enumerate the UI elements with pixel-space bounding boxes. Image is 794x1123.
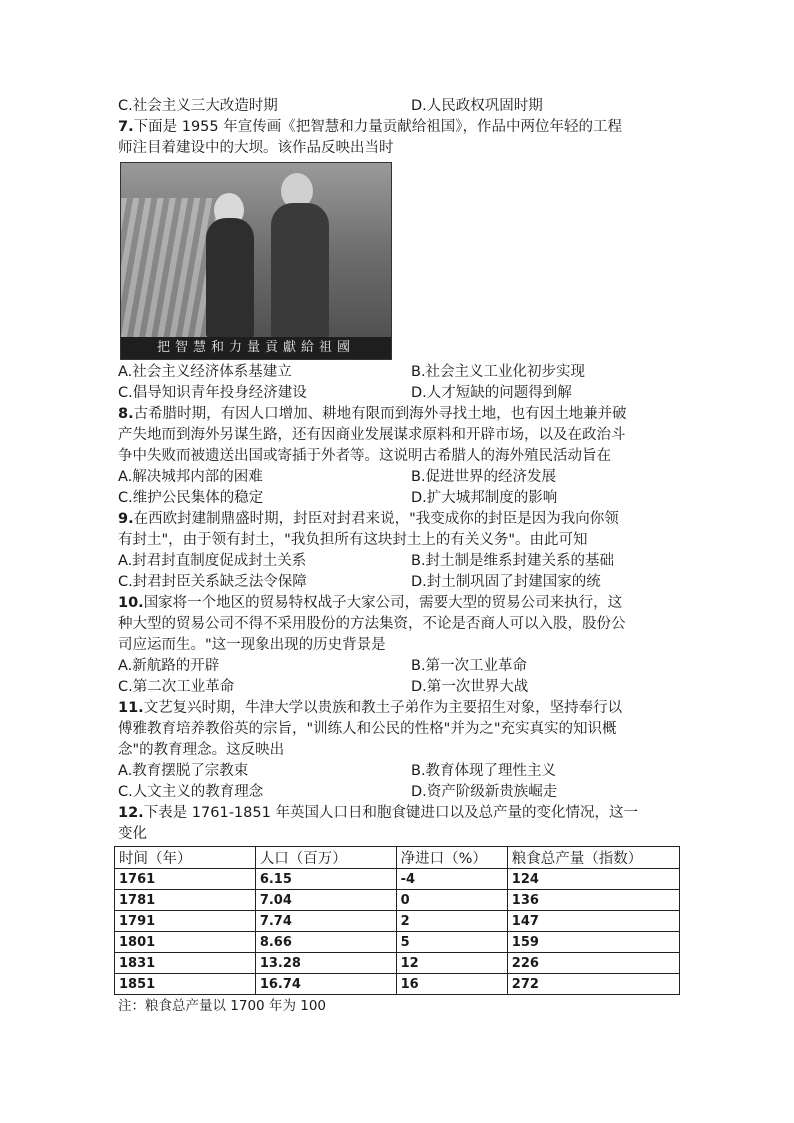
table-cell-year: 1781 [115, 890, 256, 911]
question-9-number: 9. [118, 511, 134, 527]
q11-option-c[interactable]: C.人文主义的教育理念 [118, 784, 264, 800]
q9-option-b[interactable]: B.封土制是维系封建关系的基础 [411, 553, 615, 569]
table-cell-net-import: 12 [396, 953, 507, 974]
question-12-stem-line1: 下表是 1761-1851 年英国人口日和胞食键进口以及总产量的变化情况，这一 [143, 805, 638, 821]
table-cell-net-import: 16 [396, 974, 507, 995]
question-12-stem-line2: 变化 [118, 826, 147, 842]
table-cell-population: 8.66 [255, 932, 396, 953]
question-7-number: 7. [118, 119, 134, 135]
question-9-stem-line2: 有封土"，由于领有封土，"我负担所有这块封土上的有关义务"。由此可知 [118, 532, 588, 548]
question-8-number: 8. [118, 406, 134, 422]
question-11-stem-line2: 傅雅教育培养教俗英的宗旨，"训练人和公民的性格"并为之"充实真实的知识概 [118, 721, 617, 737]
q8-option-b[interactable]: B.促进世界的经济发展 [411, 469, 557, 485]
table-header-population: 人口（百万） [255, 847, 396, 869]
q6-option-c[interactable]: C.社会主义三大改造时期 [118, 98, 278, 114]
q6-option-d[interactable]: D.人民政权巩固时期 [411, 98, 543, 114]
propaganda-poster-image [120, 162, 392, 360]
question-9-options-cd [118, 572, 680, 593]
question-11-options-cd [118, 782, 680, 803]
q8-option-a[interactable]: A.解决城邦内部的困难 [118, 469, 263, 485]
table-row [115, 869, 680, 890]
table-row [115, 932, 680, 953]
question-11 [118, 698, 680, 803]
q10-option-b[interactable]: B.第一次工业革命 [411, 658, 528, 674]
question-10-number: 10. [118, 595, 144, 611]
q7-option-d[interactable]: D.人才短缺的问题得到解 [411, 385, 572, 401]
table-header-net-import: 净进口（%） [396, 847, 507, 869]
question-9 [118, 509, 680, 593]
question-11-number: 11. [118, 700, 144, 716]
poster-caption: 把智慧和力量貢獻給祖國 [121, 337, 391, 359]
question-10 [118, 593, 680, 698]
table-cell-grain-output: 124 [507, 869, 679, 890]
table-cell-net-import: 2 [396, 911, 507, 932]
question-12-number: 12. [118, 805, 144, 821]
q7-option-c[interactable]: C.倡导知识青年投身经济建设 [118, 385, 307, 401]
question-8-options-cd [118, 488, 680, 509]
question-7-stem-line1: 下面是 1955 年宣传画《把智慧和力量贡献给祖国》，作品中两位年轻的工程 [133, 119, 622, 135]
question-11-options-ab [118, 761, 680, 782]
question-7-stem-line2: 师注目着建设中的大坝。该作品反映出当时 [118, 140, 394, 156]
table-cell-grain-output: 147 [507, 911, 679, 932]
table-cell-year: 1801 [115, 932, 256, 953]
q8-option-c[interactable]: C.维护公民集体的稳定 [118, 490, 264, 506]
question-10-stem-line1: 国家将一个地区的贸易特权战子大家公司，需要大型的贸易公司来执行，这 [143, 595, 623, 611]
table-header-row [115, 847, 680, 869]
table-header-grain-output: 粮食总产量（指数） [507, 847, 679, 869]
table-cell-year: 1791 [115, 911, 256, 932]
q9-option-c[interactable]: C.封君封臣关系缺乏法令保障 [118, 574, 307, 590]
question-10-options-ab [118, 656, 680, 677]
table-cell-net-import: -4 [396, 869, 507, 890]
question-10-stem-line3: 司应运而生。"这一现象出现的历史背景是 [118, 637, 386, 653]
table-cell-grain-output: 272 [507, 974, 679, 995]
q10-option-a[interactable]: A.新航路的开辟 [118, 658, 220, 674]
table-cell-population: 16.74 [255, 974, 396, 995]
table-cell-grain-output: 159 [507, 932, 679, 953]
question-7-options-ab [118, 362, 680, 383]
table-cell-population: 7.04 [255, 890, 396, 911]
table-cell-net-import: 0 [396, 890, 507, 911]
q10-option-d[interactable]: D.第一次世界大战 [411, 679, 529, 695]
table-row [115, 890, 680, 911]
question-11-stem-line1: 文艺复兴时期，牛津大学以贵族和教土子弟作为主要招生对象，坚持奉行以 [143, 700, 623, 716]
question-8 [118, 404, 680, 509]
table-cell-net-import: 5 [396, 932, 507, 953]
male-engineer-figure [271, 203, 329, 338]
question-12 [118, 803, 680, 1017]
question-8-stem-line1: 古希腊时期，有因人口增加、耕地有限而到海外寻找土地，也有因土地兼并破 [133, 406, 627, 422]
population-grain-table [114, 846, 680, 995]
q11-option-a[interactable]: A.教育摆脱了宗教束 [118, 763, 249, 779]
table-cell-population: 13.28 [255, 953, 396, 974]
table-cell-grain-output: 136 [507, 890, 679, 911]
table-cell-population: 6.15 [255, 869, 396, 890]
question-7-options-cd [118, 383, 680, 404]
question-9-options-ab [118, 551, 680, 572]
question-8-stem-line3: 争中失败而被遗送出国或寄插于外者等。这说明古希腊人的海外殖民活动旨在 [118, 448, 611, 464]
question-10-options-cd [118, 677, 680, 698]
table-cell-year: 1831 [115, 953, 256, 974]
q11-option-b[interactable]: B.教育体现了理性主义 [411, 763, 557, 779]
female-engineer-figure [206, 218, 254, 338]
table-row [115, 974, 680, 995]
question-8-stem-line2: 产失地而到海外另谋生路，还有因商业发展谋求原料和开辟市场，以及在政治斗 [118, 427, 626, 443]
table-note: 注：粮食总产量以 1700 年为 100 [118, 998, 326, 1014]
question-9-stem-line1: 在西欧封建制鼎盛时期，封臣对封君来说，"我变成你的封臣是因为我向你领 [133, 511, 619, 527]
q7-option-a[interactable]: A.社会主义经济体系基建立 [118, 364, 292, 380]
q9-option-d[interactable]: D.封土制巩固了封建国家的统 [411, 574, 601, 590]
table-cell-grain-output: 226 [507, 953, 679, 974]
question-7 [118, 117, 680, 404]
table-row [115, 953, 680, 974]
table-cell-population: 7.74 [255, 911, 396, 932]
q6-options-cd [118, 96, 680, 117]
q8-option-d[interactable]: D.扩大城邦制度的影响 [411, 490, 558, 506]
q11-option-d[interactable]: D.资产阶级新贵族崛走 [411, 784, 558, 800]
q7-option-b[interactable]: B.社会主义工业化初步实现 [411, 364, 586, 380]
table-row [115, 911, 680, 932]
question-10-stem-line2: 种大型的贸易公司不得不采用股份的方法集资，不论是否商人可以入股，股份公 [118, 616, 626, 632]
table-cell-year: 1761 [115, 869, 256, 890]
exam-page [118, 96, 680, 1017]
table-cell-year: 1851 [115, 974, 256, 995]
q9-option-a[interactable]: A.封君封直制度促成封土关系 [118, 553, 307, 569]
q10-option-c[interactable]: C.第二次工业革命 [118, 679, 235, 695]
question-11-stem-line3: 念"的教育理念。这反映出 [118, 742, 285, 758]
table-header-year: 时间（年） [115, 847, 256, 869]
question-8-options-ab [118, 467, 680, 488]
